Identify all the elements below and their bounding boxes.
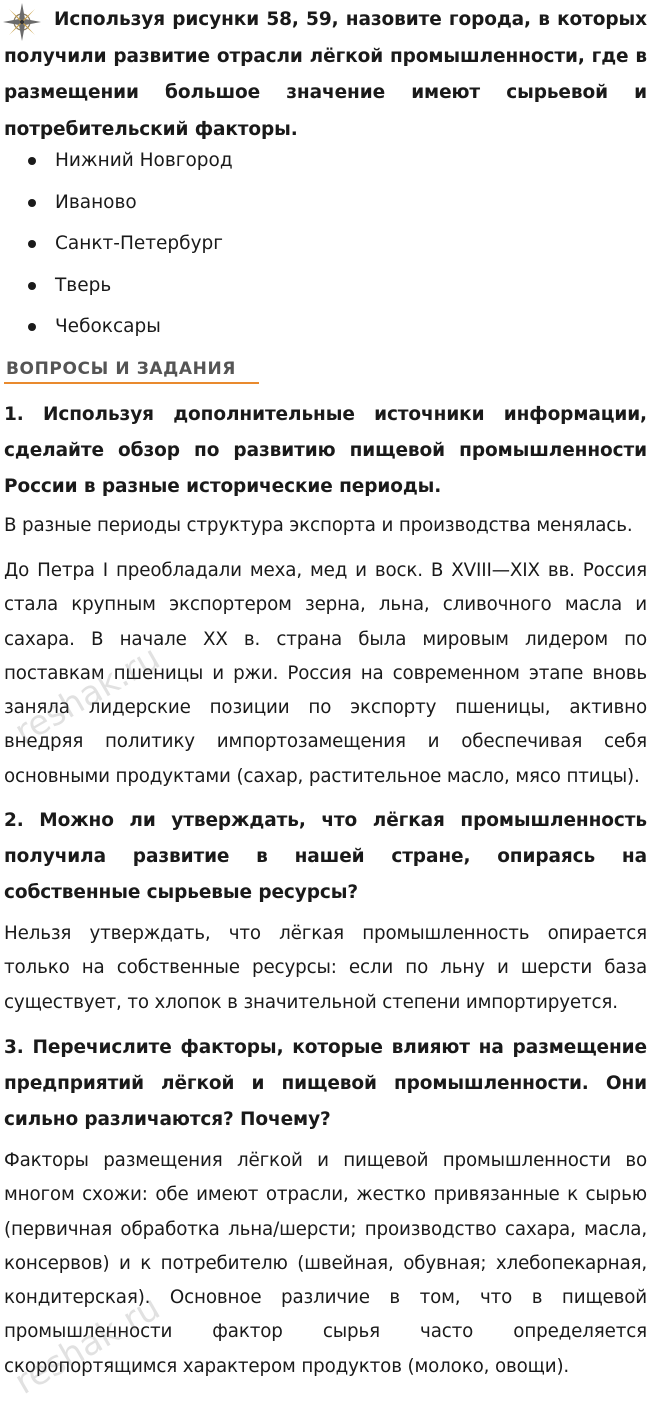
bullet-icon bbox=[28, 323, 36, 331]
bullet-icon bbox=[28, 199, 36, 207]
list-item bbox=[0, 182, 233, 224]
list-item bbox=[0, 140, 233, 182]
watermark: reshak.ru bbox=[8, 1287, 167, 1403]
question-2: 2. Можно ли утверждать, что лёгкая промышленность получила развитие в нашей стране, опираясь на собственные сырьевые ресурсы? bbox=[4, 810, 647, 903]
bullet-icon bbox=[28, 157, 36, 165]
city-name: Чебоксары bbox=[55, 316, 161, 337]
section-heading-text: ВОПРОСЫ И ЗАДАНИЯ bbox=[6, 359, 236, 379]
city-name: Тверь bbox=[55, 274, 112, 296]
list-item bbox=[0, 306, 233, 348]
city-name: Нижний Новгород bbox=[55, 150, 233, 171]
city-list bbox=[0, 140, 233, 348]
bullet-icon bbox=[28, 240, 36, 248]
city-name: Санкт-Петербург bbox=[55, 233, 223, 254]
city-name: Иваново bbox=[55, 191, 137, 213]
question-1: 1. Используя дополнительные источники информации, сделайте обзор по развитию пищевой промышленности России в разные исторические периоды. bbox=[4, 404, 647, 497]
list-item bbox=[0, 265, 233, 307]
answer-2-paragraph-1: Нельзя утверждать, что лёгкая промышленность опирается только на собственные ресурсы: если по льну и шерсти база существует, то хлопок в значительной степени импортируется. bbox=[4, 923, 647, 1013]
section-heading bbox=[4, 358, 259, 384]
question-3: 3. Перечислите факторы, которые влияют на размещение предприятий лёгкой и пищевой промышленности. Они сильно различаются? Почему? bbox=[4, 1037, 647, 1130]
watermark: reshak.ru bbox=[8, 637, 167, 753]
answer-3-paragraph-1: Факторы размещения лёгкой и пищевой промышленности во многом схожи: обе имеют отрасли, жестко привязанные к сырью (первичная обработка льна/шерсти; производство сахара, масла, консервов) и к потребителю (швейная, обувная; хлебопекарная, кондитерская). Основное различие в том, что в пищевой промышленности фактор сырья часто определяется скоропортящимся характером продуктов (молоко, овощи). bbox=[4, 1150, 647, 1377]
list-item bbox=[0, 223, 233, 265]
answer-1-paragraph-2: До Петра I преобладали меха, мед и воск. В XVIII—XIX вв. Россия стала крупным экспортером зерна, льна, сливочного масла и сахара. В начале XX в. страна была мировым лидером по поставкам пшеницы и ржи. Россия на современном этапе вновь заняла лидерские позиции по экспорту пшеницы, активно внедряя политику импортозамещения и обеспечивая себя основными продуктами (сахар, растительное масло, мясо птицы). bbox=[4, 560, 647, 787]
answer-1-paragraph-1: В разные периоды структура экспорта и производства менялась. bbox=[4, 515, 633, 536]
intro-question: Используя рисунки 58, 59, назовите города, в которых получили развитие отрасли лёгкой промышленности, где в размещении большое значение имеют сырьевой и потребительский факторы. bbox=[4, 9, 647, 140]
bullet-icon bbox=[28, 282, 36, 290]
